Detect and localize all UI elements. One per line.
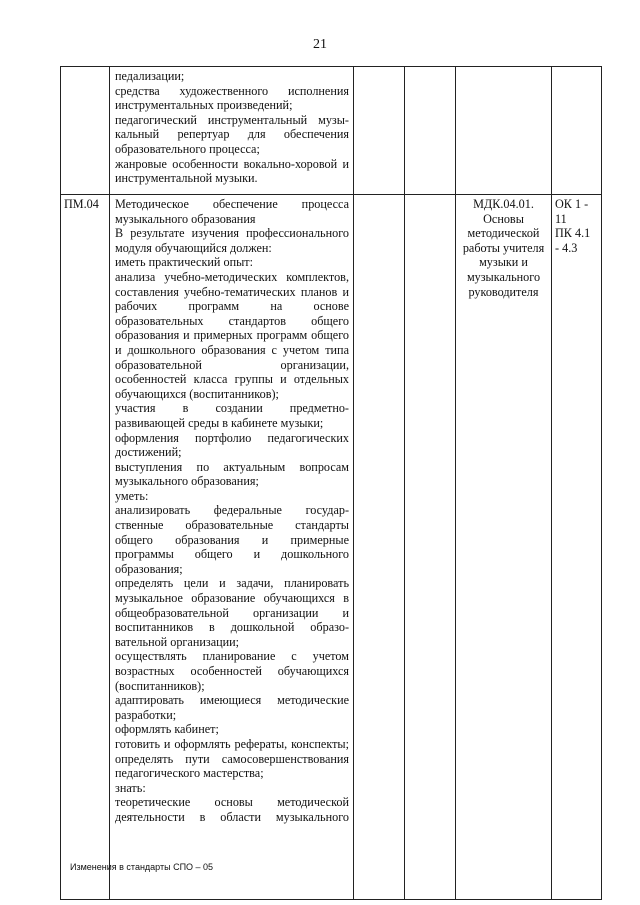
competence-cell (552, 67, 602, 195)
description-line: (воспитанников); (115, 678, 205, 693)
description-line: музыкальное образование обучающихся в (115, 591, 349, 606)
empty-cell (354, 195, 405, 900)
competence-cell (552, 195, 602, 900)
description-line: педагогический инструментальный музы- (115, 112, 349, 127)
description-line: образовательного процесса; (115, 141, 260, 156)
description-line: анализировать федеральные государ- (115, 503, 349, 518)
description-line: В результате изучения профессионального (115, 226, 349, 241)
competence-line: ОК 1 - (555, 197, 589, 211)
empty-cell (405, 67, 456, 195)
description-line: осуществлять планирование с учетом (115, 649, 349, 664)
description-line: образования и примерных программ общего (115, 328, 349, 343)
description-line: оформлять кабинет; (115, 722, 219, 737)
competency-table (60, 66, 602, 900)
mdk-cell (456, 195, 552, 900)
footer-note: Изменения в стандарты СПО – 05 (70, 862, 214, 872)
competence-line: - 4.3 (555, 240, 578, 255)
mdk-line: музыкального (466, 269, 541, 284)
module-code-cell (61, 67, 110, 195)
description-line: адаптировать имеющиеся методические (115, 693, 349, 708)
description-line: воспитанников в дошкольной образо- (115, 620, 349, 635)
page-number: 21 (313, 37, 327, 52)
description-line: развивающей среды в кабинете музыки; (115, 415, 324, 430)
competence-line: ПК 4.1 (555, 226, 591, 241)
description-line: педагогического мастерства; (115, 766, 264, 781)
module-description-cell (110, 195, 354, 900)
description-line: разработки; (115, 707, 177, 722)
mdk-line: руководителя (468, 284, 539, 299)
description-line: уметь: (115, 488, 149, 503)
empty-cell (405, 195, 456, 900)
mdk-line: работы учителя (462, 240, 545, 255)
table-row (61, 195, 602, 900)
description-line: инструментальных произведений; (115, 98, 293, 113)
description-line: инструментальной музыки. (115, 171, 258, 186)
description-line: рабочих программ на основе (115, 299, 349, 314)
description-line: выступления по актуальным вопросам (115, 459, 349, 474)
mdk-line: музыки и (479, 255, 528, 270)
module-code-cell: ПМ.04 (61, 195, 110, 900)
module-description-cell (110, 67, 354, 195)
description-line: достижений; (115, 445, 182, 460)
competence-line: 11 (555, 211, 567, 226)
description-line: модуля обучающийся должен: (115, 240, 272, 255)
description-line: иметь практический опыт: (115, 255, 253, 270)
description-line: особенностей класса группы и отдельных (115, 372, 349, 387)
description-line: жанровые особенности вокально-хоровой и (115, 156, 349, 171)
description-line: программы общего и дошкольного (115, 547, 349, 562)
table-row (61, 67, 602, 195)
description-line: составления учебно-тематических планов и (115, 284, 349, 299)
description-line: анализа учебно-методических комплектов, (115, 269, 349, 284)
description-line: теоретические основы методической (115, 795, 349, 810)
mdk-line: МДК.04.01. (473, 197, 534, 211)
mdk-line: методической (467, 226, 540, 241)
description-line: определять пути самосовершенствования (115, 751, 349, 766)
description-line: общего образования и примерные (115, 532, 349, 547)
description-line: кальный репертуар для обеспечения (115, 127, 349, 142)
description-line: вательной организации; (115, 634, 240, 649)
description-line: обучающихся (воспитанников); (115, 386, 279, 401)
description-line: музыкального образования (115, 211, 256, 226)
description-line: возрастных особенностей обучающихся (115, 664, 349, 678)
description-line: образовательной организации, (115, 357, 349, 372)
description-line: средства художественного исполнения (115, 83, 349, 98)
description-line: общеобразовательной организации и (115, 605, 349, 620)
description-line: музыкального образования; (115, 474, 259, 489)
description-line: образовательных стандартов общего (115, 313, 349, 328)
description-line: готовить и оформлять рефераты, конспекты; (115, 736, 349, 751)
description-line: педализации; (115, 69, 185, 83)
description-line: деятельности в области музыкального (115, 809, 349, 824)
description-line: знать: (115, 780, 146, 795)
description-line: ственные образовательные стандарты (115, 518, 349, 533)
description-line: участия в создании предметно- (115, 401, 349, 416)
description-line: Методическое обеспечение процесса (115, 197, 349, 211)
empty-cell (354, 67, 405, 195)
mdk-cell (456, 67, 552, 195)
mdk-line: Основы (483, 211, 524, 226)
description-line: определять цели и задачи, планировать (115, 576, 349, 591)
description-line: и дошкольного образования с учетом типа (115, 342, 349, 357)
description-line: оформления портфолио педагогических (115, 430, 349, 445)
description-line: образования; (115, 561, 183, 576)
